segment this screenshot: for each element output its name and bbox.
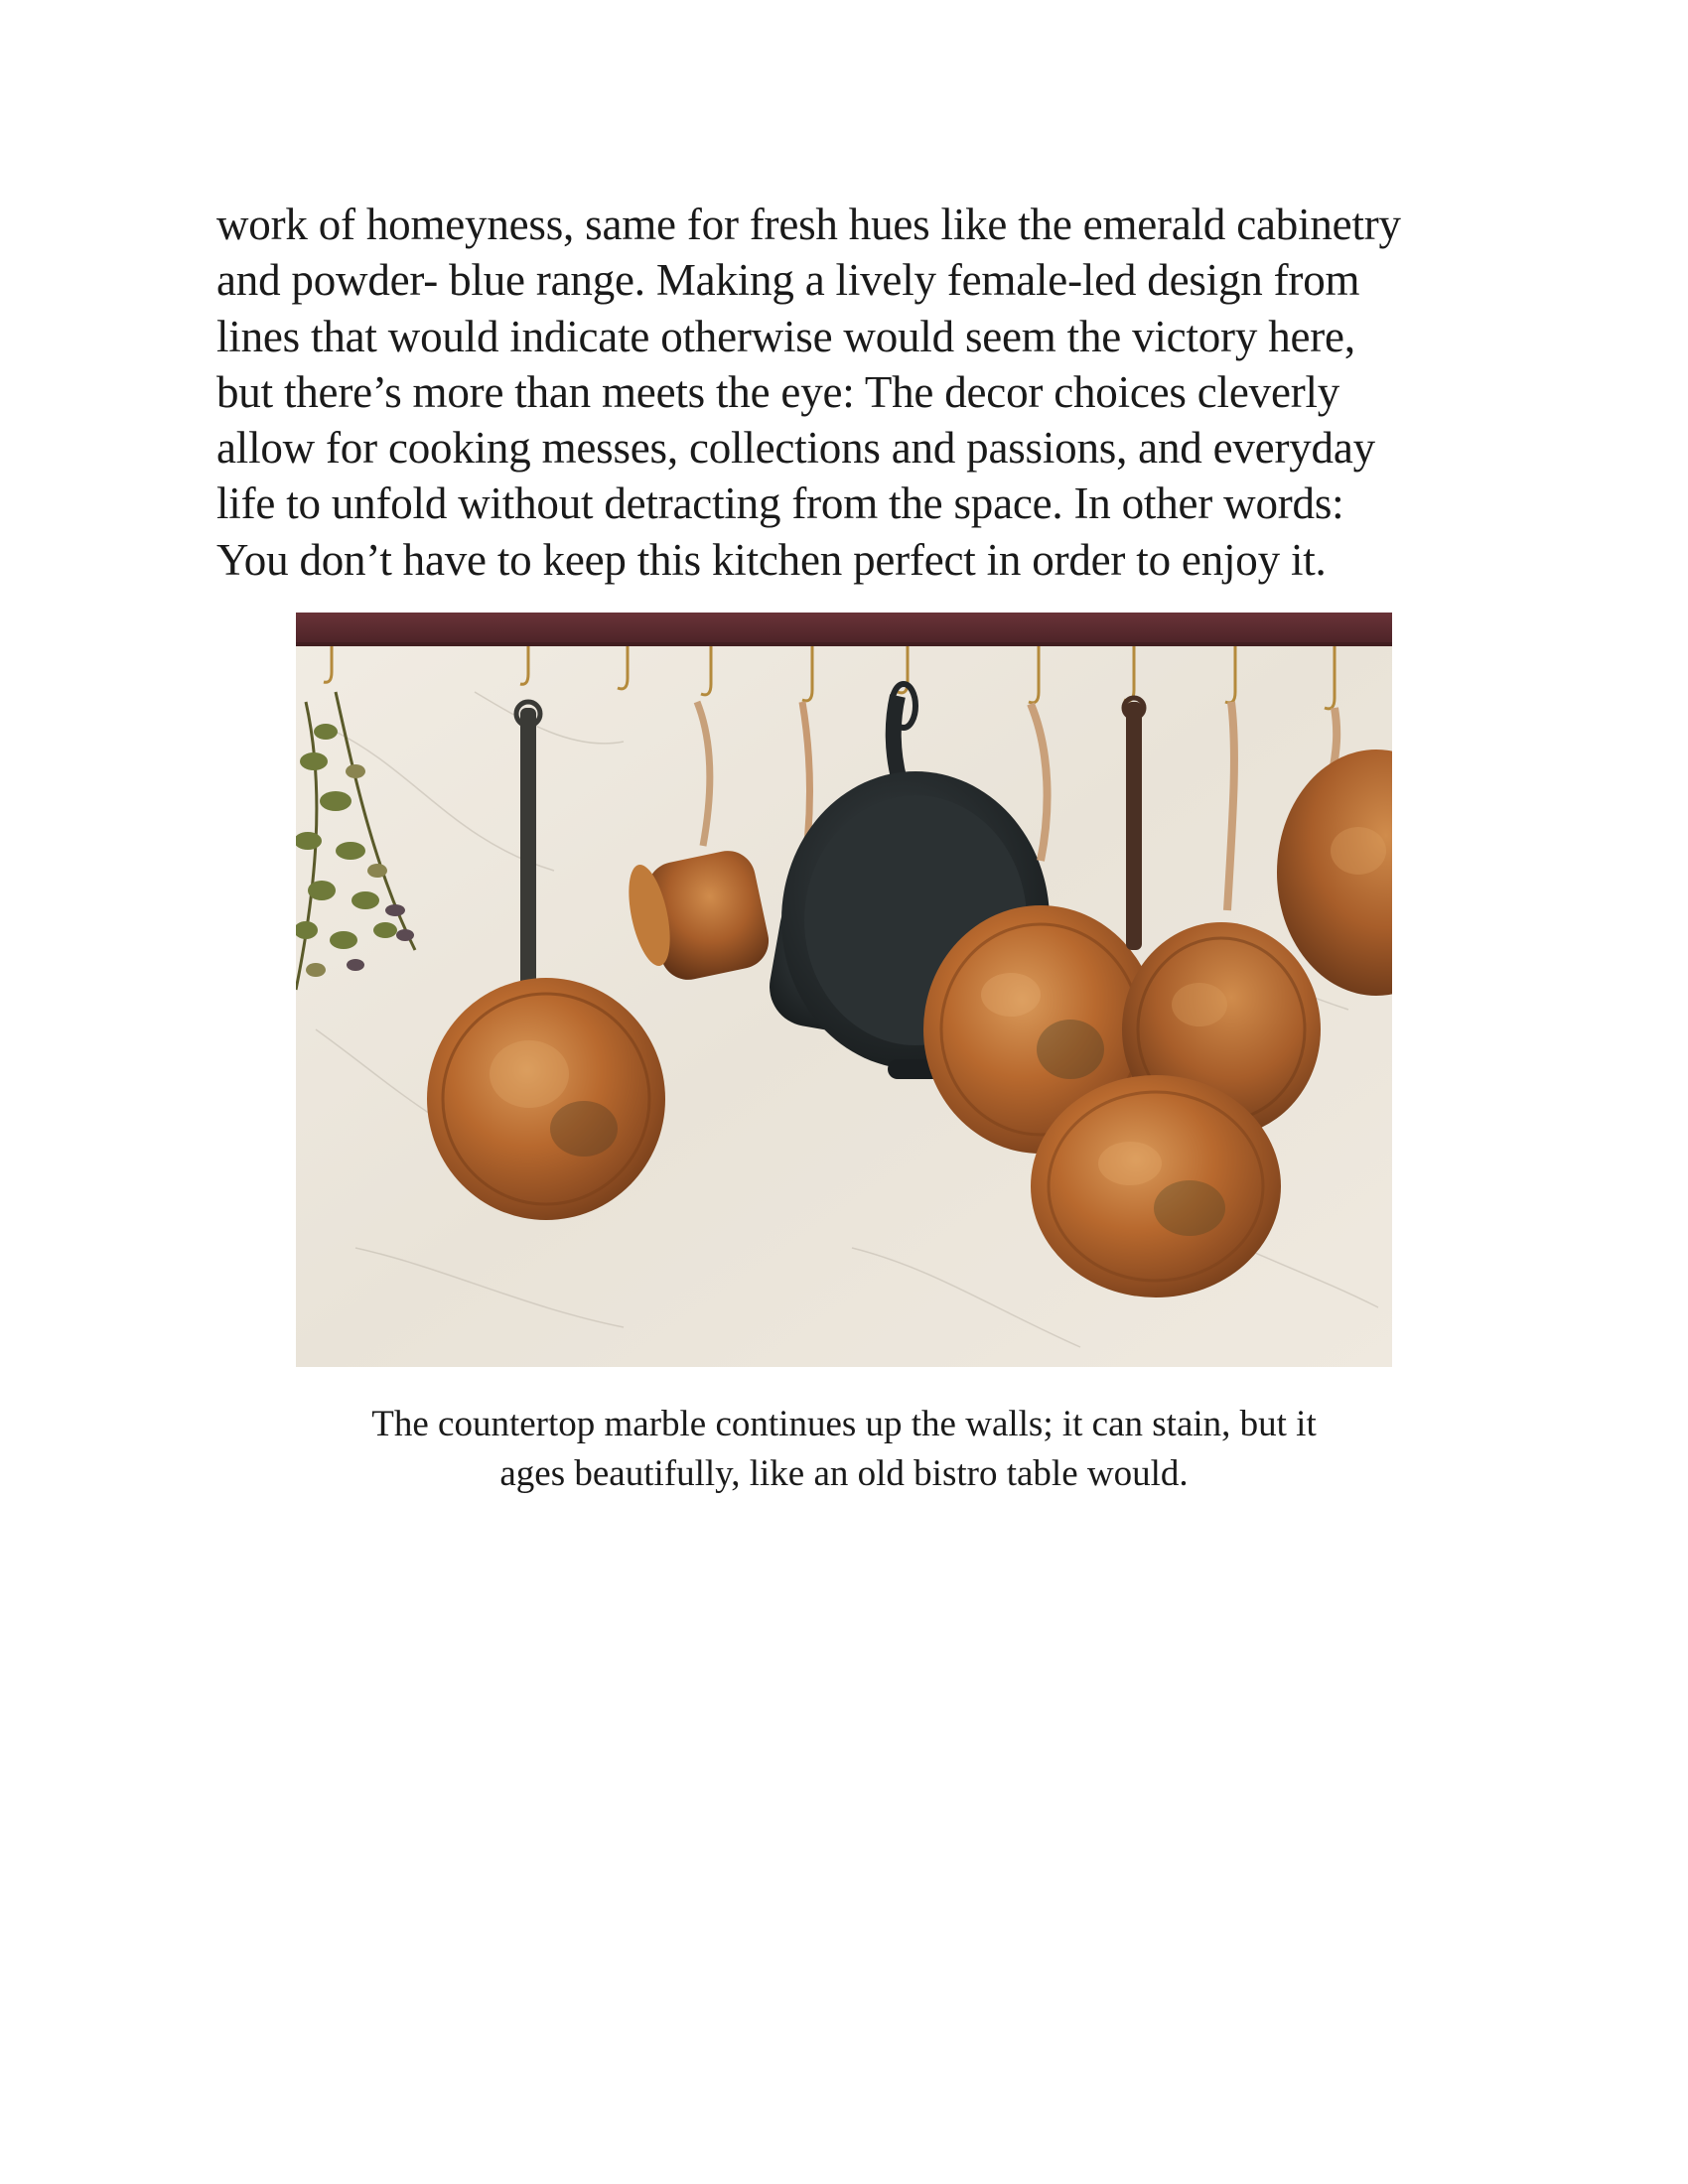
body-line: You don’t have to keep this kitchen perfect in order to enjoy it. [216, 534, 1327, 585]
body-line: but there’s more than meets the eye: The decor choices cleverly [216, 366, 1340, 417]
brown-handle [1126, 702, 1142, 950]
photo-caption [248, 1400, 1440, 1499]
body-line: allow for cooking messes, collections and passions, and everyday [216, 423, 1375, 474]
copper-pots-photo [296, 613, 1392, 1367]
photo-illustration [296, 613, 1392, 1367]
copper-pot-bottom [1031, 1075, 1281, 1297]
body-line: and powder- blue range. Making a lively female-led design from [216, 255, 1360, 306]
body-line: life to unfold without detracting from the space. In other words: [216, 478, 1344, 529]
caption-line: ages beautifully, like an old bistro table would. [499, 1453, 1189, 1494]
caption-line: The countertop marble continues up the walls; it can stain, but it [371, 1404, 1317, 1444]
pot-rail [296, 613, 1392, 646]
body-paragraph [216, 197, 1507, 588]
body-line: lines that would indicate otherwise would seem the victory here, [216, 311, 1355, 361]
body-line: work of homeyness, same for fresh hues like the emerald cabinetry [216, 200, 1401, 249]
